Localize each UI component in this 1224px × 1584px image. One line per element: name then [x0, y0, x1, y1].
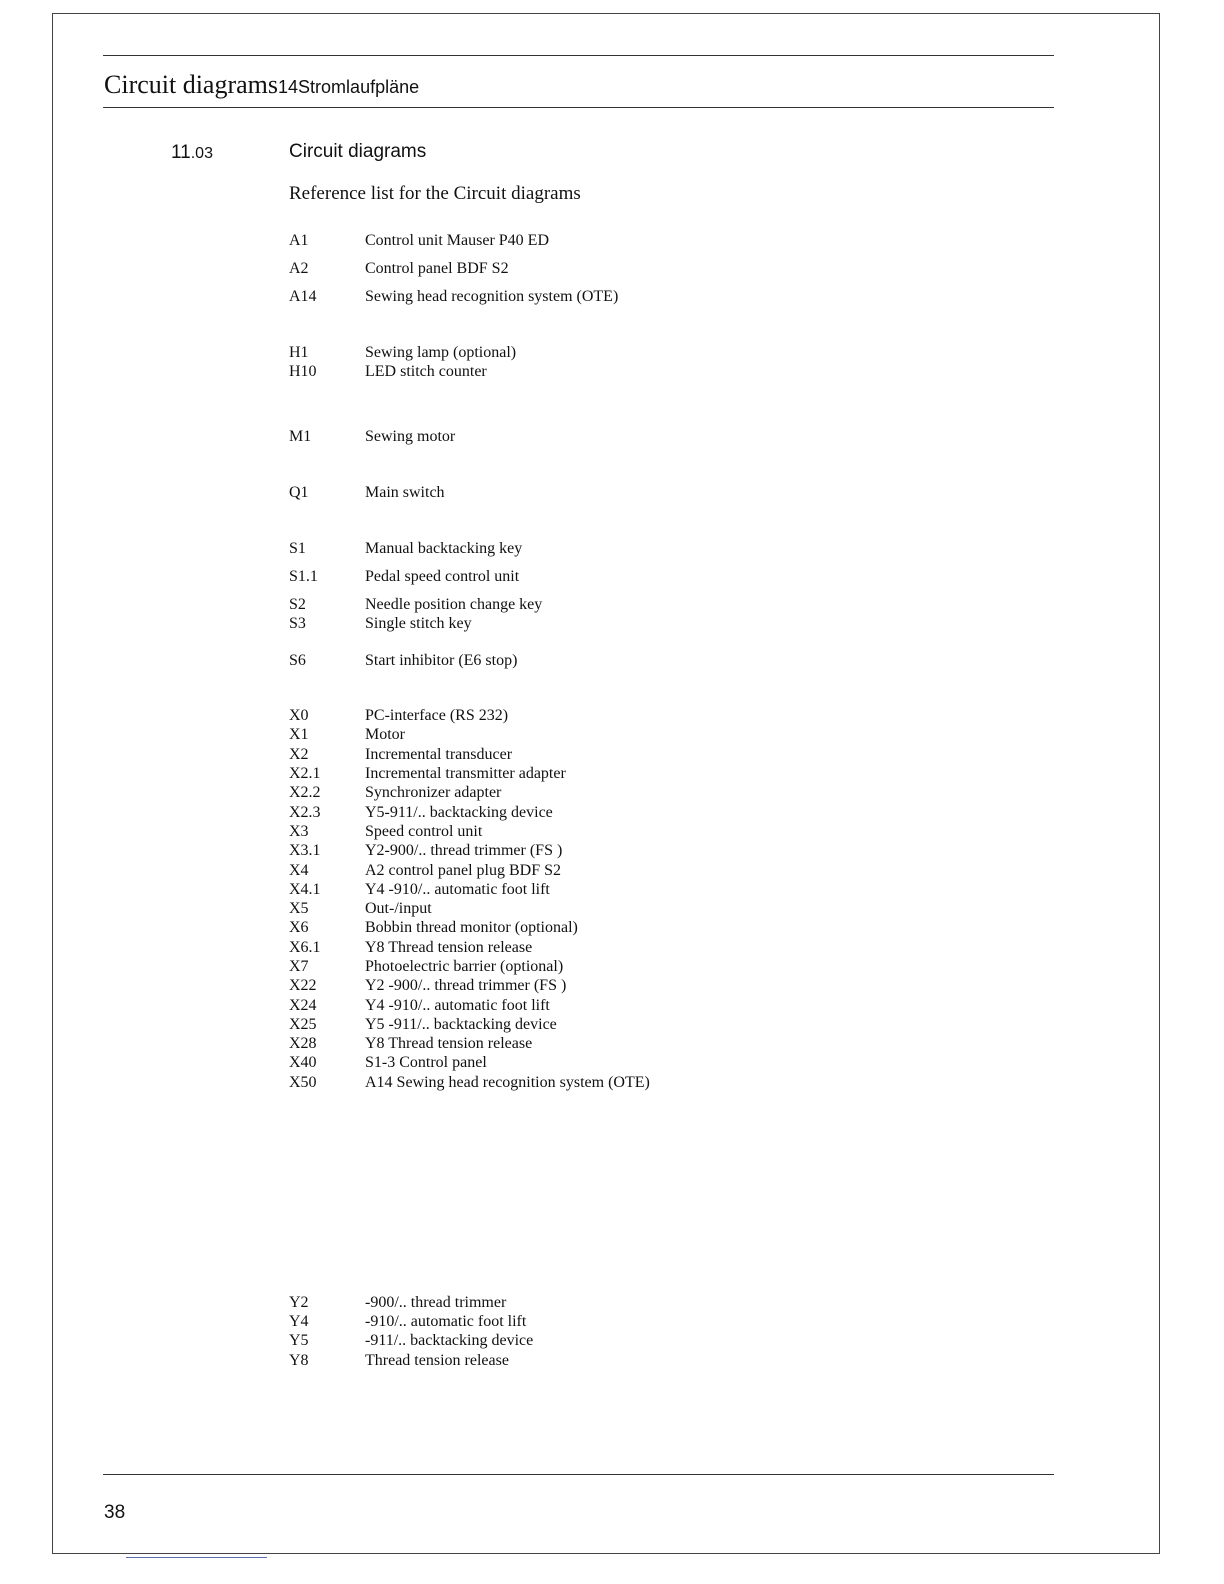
reference-code: X5 [289, 900, 309, 917]
section-title: Circuit diagrams [289, 141, 427, 162]
reference-code: X6 [289, 919, 309, 936]
section-number [171, 142, 213, 164]
reference-description: Speed control unit [365, 823, 483, 840]
reference-description: A2 control panel plug BDF S2 [365, 862, 561, 879]
reference-list-title: Reference list for the Circuit diagrams [289, 183, 581, 204]
reference-code: X3 [289, 823, 309, 840]
reference-description: Y8 Thread tension release [365, 1035, 533, 1052]
reference-code: S1.1 [289, 568, 318, 585]
reference-code: X2 [289, 746, 309, 763]
header-top-rule [103, 55, 1054, 56]
reference-code: X3.1 [289, 842, 321, 859]
reference-code: Q1 [289, 484, 309, 501]
reference-code: Y2 [289, 1294, 309, 1311]
reference-code: X6.1 [289, 939, 321, 956]
reference-code: X2.2 [289, 784, 321, 801]
reference-description: Incremental transducer [365, 746, 513, 763]
reference-description: Y4 -910/.. automatic foot lift [365, 881, 550, 898]
reference-description: Out-/input [365, 900, 432, 917]
reference-code: M1 [289, 428, 312, 445]
page-header [104, 70, 419, 100]
reference-code: S3 [289, 615, 306, 632]
reference-description: Needle position change key [365, 596, 543, 613]
reference-code: Y8 [289, 1352, 309, 1369]
reference-code: A14 [289, 288, 317, 305]
reference-description: Bobbin thread monitor (optional) [365, 919, 578, 936]
reference-code: X25 [289, 1016, 317, 1033]
reference-description: Main switch [365, 484, 445, 501]
reference-code: H10 [289, 363, 317, 380]
reference-description: Y5 -911/.. backtacking device [365, 1016, 557, 1033]
reference-code: X22 [289, 977, 317, 994]
reference-code: X50 [289, 1074, 317, 1091]
reference-code: X2.1 [289, 765, 321, 782]
reference-code: S1 [289, 540, 306, 557]
reference-code: X40 [289, 1054, 317, 1071]
reference-description: Control unit Mauser P40 ED [365, 232, 549, 249]
reference-description: Y8 Thread tension release [365, 939, 533, 956]
section-number-major: 11 [171, 142, 191, 163]
reference-description: Motor [365, 726, 405, 743]
reference-code: X0 [289, 707, 309, 724]
reference-code: X2.3 [289, 804, 321, 821]
reference-code: S6 [289, 652, 306, 669]
reference-description: -910/.. automatic foot lift [365, 1313, 527, 1330]
reference-description: Synchronizer adapter [365, 784, 502, 801]
header-title: Circuit diagrams [104, 70, 279, 99]
reference-description: Incremental transmitter adapter [365, 765, 566, 782]
reference-code: A2 [289, 260, 309, 277]
section-number-minor: .03 [190, 145, 213, 162]
reference-description: Pedal speed control unit [365, 568, 520, 585]
reference-description: Sewing lamp (optional) [365, 344, 517, 361]
header-bottom-rule [103, 107, 1054, 108]
reference-code: A1 [289, 232, 309, 249]
reference-description: Y2-900/.. thread trimmer (FS ) [365, 842, 563, 859]
reference-code: X28 [289, 1035, 317, 1052]
reference-description: -900/.. thread trimmer [365, 1294, 507, 1311]
reference-description: Thread tension release [365, 1352, 509, 1369]
reference-description: Y2 -900/.. thread trimmer (FS ) [365, 977, 567, 994]
reference-description: -911/.. backtacking device [365, 1332, 534, 1349]
reference-code: S2 [289, 596, 306, 613]
reference-description: A14 Sewing head recognition system (OTE) [365, 1074, 650, 1091]
footer-link-underline [126, 1557, 267, 1558]
reference-code: Y4 [289, 1313, 309, 1330]
header-subtitle: Stromlaufpläne [298, 77, 420, 97]
reference-code: X4 [289, 862, 309, 879]
reference-code: Y5 [289, 1332, 309, 1349]
reference-code: X24 [289, 997, 317, 1014]
reference-code: X7 [289, 958, 309, 975]
reference-description: Control panel BDF S2 [365, 260, 509, 277]
chapter-number: 14 [278, 77, 299, 97]
reference-description: PC-interface (RS 232) [365, 707, 509, 724]
page-number: 38 [104, 1502, 126, 1523]
reference-description: S1-3 Control panel [365, 1054, 487, 1071]
reference-description: Start inhibitor (E6 stop) [365, 652, 518, 669]
reference-code: X4.1 [289, 881, 321, 898]
footer-rule [103, 1474, 1054, 1475]
reference-description: Single stitch key [365, 615, 472, 632]
reference-code: X1 [289, 726, 309, 743]
reference-description: Y4 -910/.. automatic foot lift [365, 997, 550, 1014]
reference-description: LED stitch counter [365, 363, 487, 380]
reference-description: Photoelectric barrier (optional) [365, 958, 564, 975]
reference-description: Sewing motor [365, 428, 456, 445]
reference-description: Sewing head recognition system (OTE) [365, 288, 619, 305]
reference-description: Manual backtacking key [365, 540, 523, 557]
reference-code: H1 [289, 344, 309, 361]
page-frame [52, 13, 1160, 1554]
reference-description: Y5-911/.. backtacking device [365, 804, 553, 821]
